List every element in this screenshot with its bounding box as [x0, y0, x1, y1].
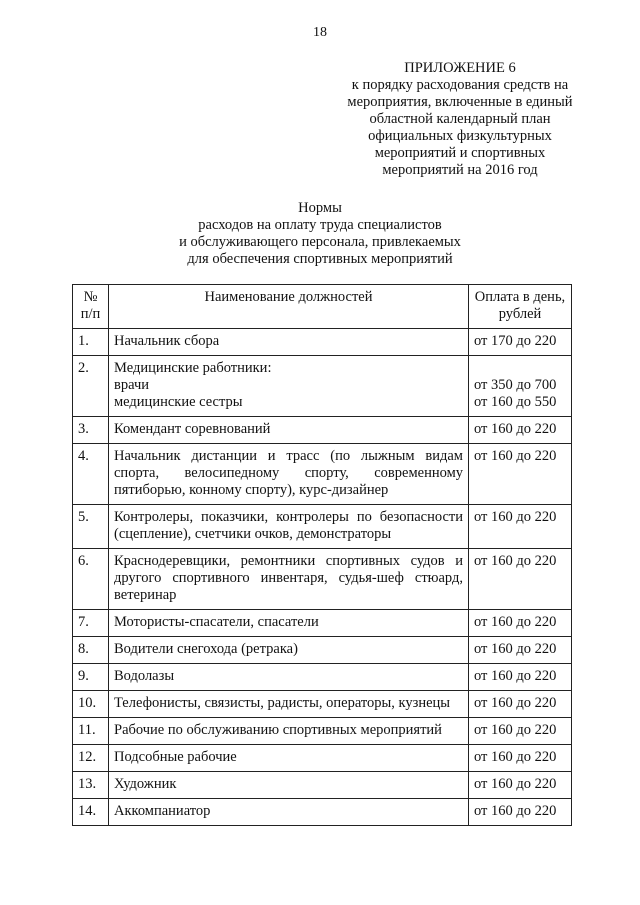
row-position: Рабочие по обслуживанию спортивных мероприятий	[109, 718, 469, 745]
row-number: 14.	[73, 799, 109, 826]
appendix-line: областной календарный план	[369, 111, 551, 127]
header-position	[109, 285, 469, 329]
row-number: 12.	[73, 745, 109, 772]
row-pay: от 160 до 220	[469, 799, 572, 826]
appendix-line: мероприятий и спортивных	[374, 145, 546, 161]
table-row	[73, 637, 572, 664]
norms-line: расходов на оплату труда специалистов	[198, 217, 442, 233]
header-number-line2: п/п	[80, 306, 101, 322]
row-number: 3.	[73, 417, 109, 444]
row-pay: от 160 до 220	[469, 718, 572, 745]
appendix-line: мероприятия, включенные в единый	[347, 94, 573, 110]
row-position: Телефонисты, связисты, радисты, операторы, кузнецы	[109, 691, 469, 718]
row-position	[109, 356, 469, 417]
row-pay: от 160 до 220	[469, 610, 572, 637]
row-position: Краснодеревщики, ремонтники спортивных судов и другого спортивного инвентаря, судья-шеф стюард, ветеринар	[109, 549, 469, 610]
row-number: 10.	[73, 691, 109, 718]
row-pay: от 160 до 220	[469, 772, 572, 799]
table-row	[73, 417, 572, 444]
norms-table	[72, 284, 572, 826]
header-number-line1: №	[83, 289, 98, 305]
row-position: Водители снегохода (ретрака)	[109, 637, 469, 664]
row-position: Начальник сбора	[109, 329, 469, 356]
row-pay: от 160 до 220	[469, 691, 572, 718]
row-position: Начальник дистанции и трасс (по лыжным видам спорта, велосипедному спорту, современному пятиборью, конному спорту), курс-дизайнер	[109, 444, 469, 505]
row-pay: от 160 до 220	[469, 444, 572, 505]
table-row	[73, 329, 572, 356]
norms-line: для обеспечения спортивных мероприятий	[187, 251, 453, 267]
appendix-line: мероприятий на 2016 год	[382, 162, 538, 178]
appendix-line: официальных физкультурных	[368, 128, 552, 144]
table-row	[73, 772, 572, 799]
row-pay: от 160 до 220	[469, 417, 572, 444]
row-number: 1.	[73, 329, 109, 356]
header-pay-line2: рублей	[498, 306, 542, 322]
row-number: 9.	[73, 664, 109, 691]
row-number: 8.	[73, 637, 109, 664]
header-position-label: Наименование должностей	[204, 289, 373, 305]
table-row	[73, 664, 572, 691]
row-position: Подсобные рабочие	[109, 745, 469, 772]
table-row	[73, 799, 572, 826]
norms-heading	[80, 200, 560, 268]
table-row	[73, 718, 572, 745]
row-pay: от 160 до 220	[469, 664, 572, 691]
header-pay	[469, 285, 572, 329]
row-position: Аккомпаниатор	[109, 799, 469, 826]
row-pay: от 160 до 220	[469, 745, 572, 772]
header-pay-line1: Оплата в день,	[474, 289, 566, 305]
table-row	[73, 745, 572, 772]
row-position-group: Медицинские работники:	[114, 360, 272, 376]
row-number: 6.	[73, 549, 109, 610]
appendix-block	[310, 60, 610, 179]
table-row	[73, 356, 572, 417]
row-number: 2.	[73, 356, 109, 417]
norms-line: и обслуживающего персонала, привлекаемых	[179, 234, 461, 250]
row-position-sub: медицинские сестры	[114, 394, 243, 410]
header-number	[73, 285, 109, 329]
row-pay: от 160 до 220	[469, 637, 572, 664]
page-number: 18	[313, 25, 327, 40]
row-number: 7.	[73, 610, 109, 637]
row-number: 5.	[73, 505, 109, 549]
row-position: Контролеры, показчики, контролеры по безопасности (сцепление), счетчики очков, демонстраторы	[109, 505, 469, 549]
row-pay	[469, 356, 572, 417]
row-position: Мотористы-спасатели, спасатели	[109, 610, 469, 637]
row-number: 4.	[73, 444, 109, 505]
row-position: Художник	[109, 772, 469, 799]
row-position-sub: врачи	[114, 377, 150, 393]
row-position: Водолазы	[109, 664, 469, 691]
row-position: Комендант соревнований	[109, 417, 469, 444]
appendix-line: к порядку расходования средств на	[351, 77, 569, 93]
table-header-row	[73, 285, 572, 329]
row-pay: от 170 до 220	[469, 329, 572, 356]
table-row	[73, 549, 572, 610]
norms-title: Нормы	[298, 200, 342, 216]
appendix-title: ПРИЛОЖЕНИЕ 6	[404, 60, 516, 76]
row-number: 11.	[73, 718, 109, 745]
row-number: 13.	[73, 772, 109, 799]
row-pay-sub: от 350 до 700	[474, 377, 557, 393]
table-row	[73, 610, 572, 637]
table-row	[73, 691, 572, 718]
row-pay: от 160 до 220	[469, 549, 572, 610]
row-pay-sub: от 160 до 550	[474, 394, 557, 410]
table-row	[73, 444, 572, 505]
row-pay: от 160 до 220	[469, 505, 572, 549]
table-row	[73, 505, 572, 549]
